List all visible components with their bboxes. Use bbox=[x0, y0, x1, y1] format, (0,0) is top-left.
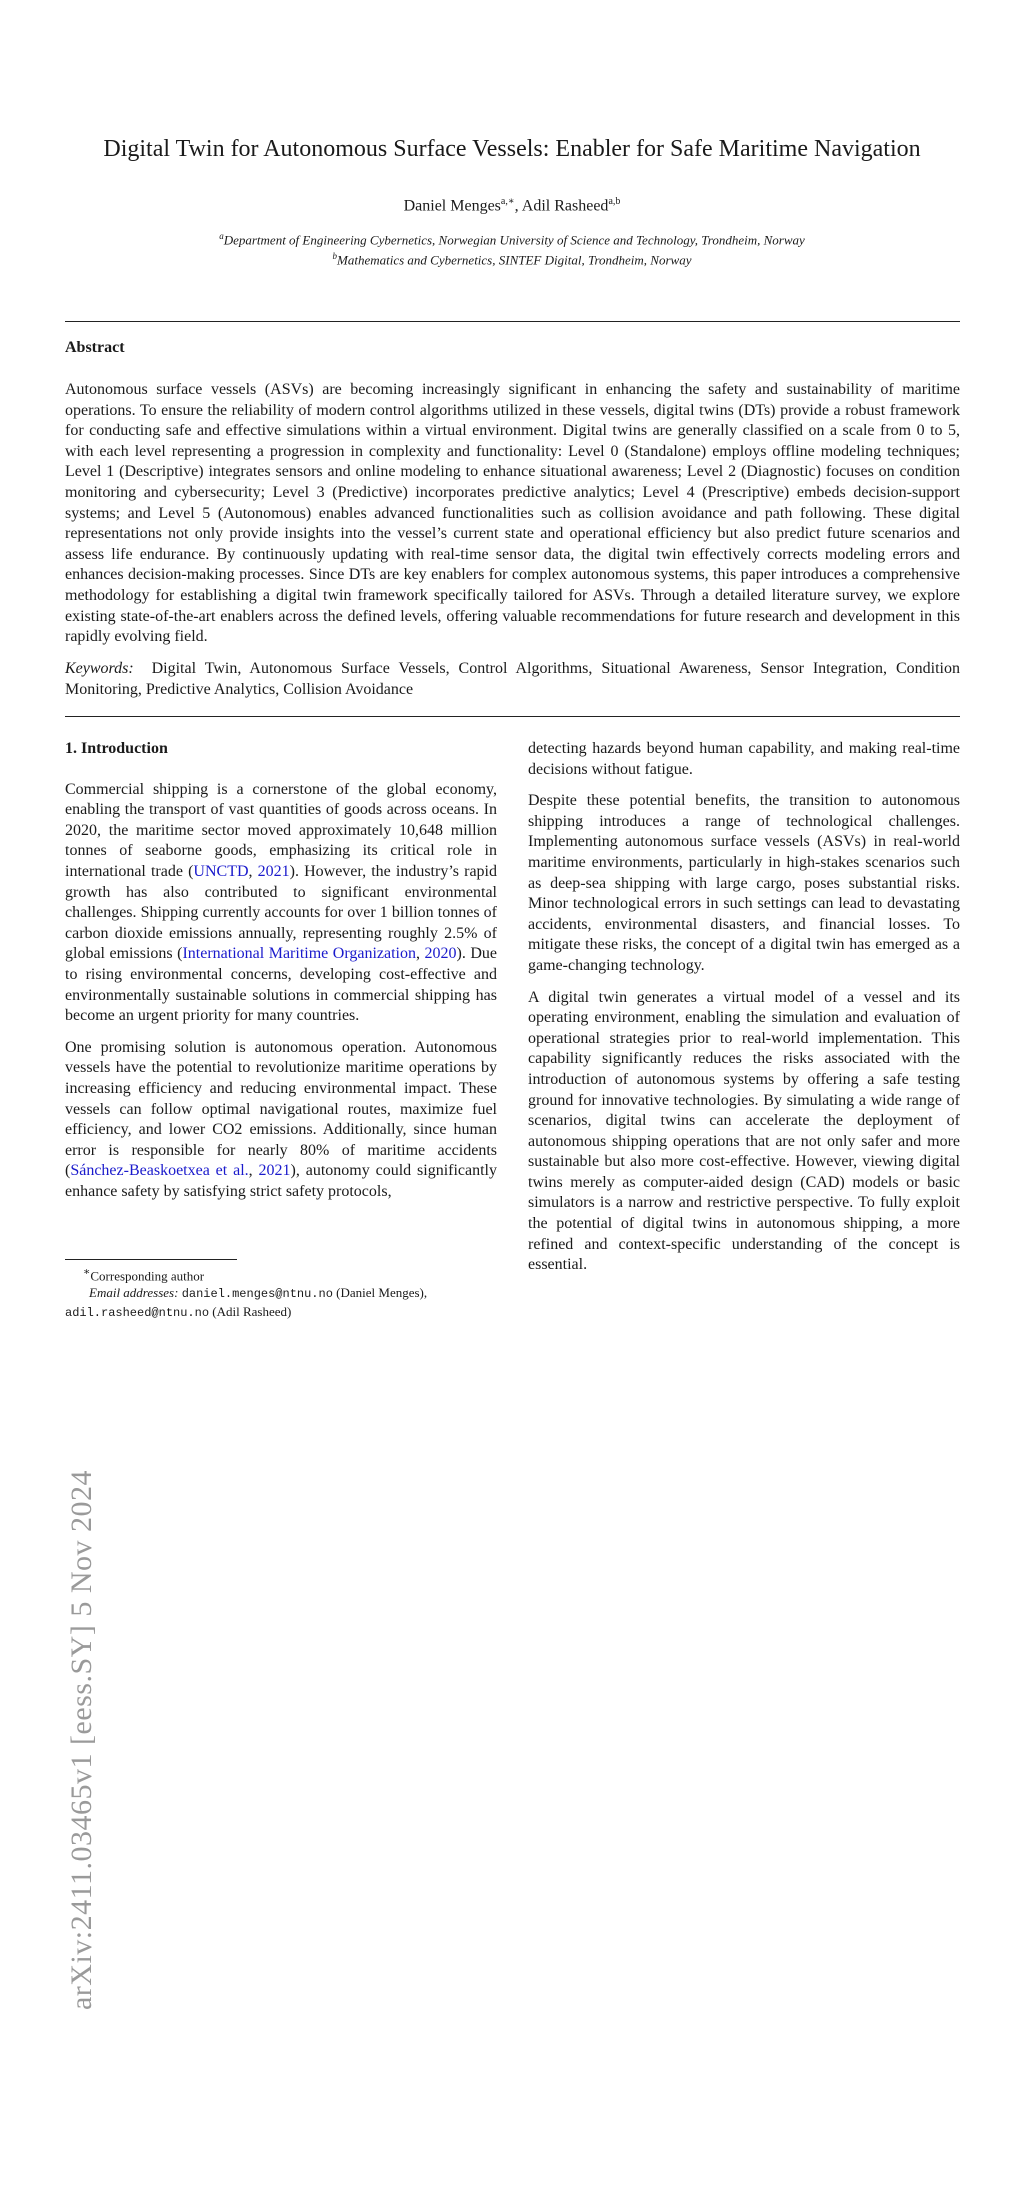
footnote-corresponding bbox=[65, 1264, 497, 1284]
author-separator: , bbox=[514, 197, 522, 215]
email-link[interactable]: daniel.menges@ntnu.no bbox=[181, 1287, 333, 1302]
affiliation-mark: b bbox=[332, 251, 337, 262]
affiliation-a bbox=[0, 228, 1024, 248]
right-column bbox=[528, 739, 960, 1287]
keywords bbox=[65, 659, 960, 700]
email-link[interactable]: adil.rasheed@ntnu.no bbox=[65, 1306, 210, 1321]
abstract-heading: Abstract bbox=[65, 339, 125, 356]
paragraph-text: ), autonomy could significantly enhance safety by satisfying strict safety protocols, bbox=[65, 1162, 498, 1200]
keywords-text: Digital Twin, Autonomous Surface Vessels, Control Algorithms, Situational Awareness, Sensor Integration, Condition Monitoring, Predictive Analytics, Collision Avoidance bbox=[65, 660, 960, 698]
footnote-text: Corresponding author bbox=[90, 1268, 205, 1284]
affiliations bbox=[0, 228, 1024, 269]
citation-link[interactable]: UNCTD bbox=[193, 862, 249, 880]
affiliation-text: Mathematics and Cybernetics, SINTEF Digital, Trondheim, Norway bbox=[337, 252, 692, 268]
paragraph: A digital twin generates a virtual model of a vessel and its operating environment, enabling the simulation and evaluation of operational strategies prior to real-world implementation. This capability significantly reduces the risks associated with the introduction of autonomous systems by offering a safe testing ground for innovative technologies. By simulating a wide range of scenarios, digital twins can accelerate the deployment of autonomous shipping operations that are not only safer and more sustainable but also more cost-effective. However, viewing digital twins merely as computer-aided design (CAD) models or basic simulators is a narrow and restrictive perspective. To fully exploit the potential of digital twins in autonomous shipping, a more refined and context-specific understanding of the concept is essential. bbox=[528, 988, 960, 1274]
affiliation-mark: a bbox=[219, 231, 224, 241]
paragraph-text: , bbox=[416, 945, 425, 963]
citation-link[interactable]: Sánchez-Beaskoetxea et al. bbox=[70, 1162, 249, 1180]
arxiv-stamp: arXiv:2411.03465v1 [eess.SY] 5 Nov 2024 bbox=[65, 1470, 98, 2011]
citation-year-link[interactable]: 2020 bbox=[424, 945, 457, 963]
affiliation-text: Department of Engineering Cybernetics, Norwegian University of Science and Technology, Trondheim, Norway bbox=[223, 232, 805, 248]
footnote-mark: ∗ bbox=[83, 1266, 91, 1278]
footnote-emails-cont bbox=[65, 1303, 497, 1322]
author-affil-mark: a,b bbox=[608, 196, 621, 207]
paragraph bbox=[65, 780, 497, 1027]
section-heading: 1. Introduction bbox=[65, 740, 168, 757]
paragraph-text: ). Due to rising environmental concerns, developing cost-effective and environmentally sustainable solutions in commercial shipping has become an urgent priority for many countries. bbox=[65, 945, 498, 1025]
paragraph-text: One promising solution is autonomous operation. Autonomous vessels have the potential to revolutionize maritime operations by increasing efficiency and reducing environmental impact. These vessels can follow optimal navigational routes, maximize fuel efficiency, and lower CO2 emissions. Additionally, since human error is responsible for nearly 80% of maritime accidents ( bbox=[65, 1038, 497, 1180]
email-label: Email addresses: bbox=[89, 1285, 179, 1301]
bottom-rule bbox=[65, 716, 960, 717]
footnote-emails bbox=[65, 1284, 497, 1303]
paragraph-text: ). However, the industry’s rapid growth has also contributed to significant environmental challenges. Shipping currently accounts for over 1 billion tonnes of carbon dioxide emissions annually, representing roughly 2.5% of global emissions ( bbox=[65, 862, 497, 963]
footnotes bbox=[65, 1264, 497, 1322]
top-rule bbox=[65, 321, 960, 322]
left-column bbox=[65, 739, 497, 1213]
paragraph-text: Commercial shipping is a cornerstone of the global economy, enabling the transport of vast quantities of goods across oceans. In 2020, the maritime sector moved approximately 10,648 million tonnes of seaborne goods, emphasizing its critical role in international trade ( bbox=[65, 780, 497, 880]
paper-title: Digital Twin for Autonomous Surface Vessels: Enabler for Safe Maritime Navigation bbox=[103, 136, 921, 162]
paragraph: detecting hazards beyond human capability, and making real-time decisions without fatigue. bbox=[528, 740, 960, 778]
email-owner: (Adil Rasheed) bbox=[209, 1304, 292, 1320]
paragraph: Despite these potential benefits, the transition to autonomous shipping introduces a range of technological challenges. Implementing autonomous surface vessels (ASVs) in real-world maritime environments, particularly in high-stakes scenarios such as deep-sea shipping with large cargo, poses substantial risks. Minor technological errors in such settings can lead to devastating accidents, environmental disasters, and financial losses. To mitigate these risks, the concept of a digital twin has emerged as a game-changing technology. bbox=[528, 792, 960, 974]
author-name: Adil Rasheed bbox=[521, 197, 609, 215]
email-owner: (Daniel Menges), bbox=[332, 1285, 428, 1301]
paragraph-text: , bbox=[248, 862, 258, 880]
abstract-text: Autonomous surface vessels (ASVs) are becoming increasingly significant in enhancing the safety and sustainability of maritime operations. To ensure the reliability of modern control algorithms utilized in these vessels, digital twins (DTs) provide a robust framework for conducting safe and effective simulations within a virtual environment. Digital twins are generally classified on a scale from 0 to 5, with each level representing a progression in complexity and functionality: Level 0 (Standalone) employs offline modeling techniques; Level 1 (Descriptive) integrates sensors and online modeling to enhance situational awareness; Level 2 (Diagnostic) focuses on condition monitoring and cybersecurity; Level 3 (Predictive) incorporates predictive analytics; Level 4 (Prescriptive) embeds decision-support systems; and Level 5 (Autonomous) enables advanced functionalities such as collision avoidance and path following. These digital representations not only provide insights into the vessel’s current state and operational efficiency but also predict future scenarios and assess life endurance. By continuously updating with real-time sensor data, the digital twin effectively corrects modeling errors and enhances decision-making processes. Since DTs are key enablers for complex autonomous systems, this paper introduces a comprehensive methodology for establishing a digital twin framework specifically tailored for ASVs. Through a detailed literature survey, we explore existing state-of-the-art enablers across the defined levels, offering valuable recommendations for future research and development in this rapidly evolving field. bbox=[65, 381, 960, 646]
citation-link[interactable]: International Maritime Organization bbox=[182, 945, 417, 963]
citation-year-link[interactable]: 2021 bbox=[258, 1162, 291, 1180]
paragraph-text: , bbox=[248, 1162, 259, 1180]
paragraph bbox=[65, 1038, 497, 1203]
author-affil-mark: a,∗ bbox=[500, 196, 515, 207]
keywords-label: Keywords: bbox=[65, 660, 134, 677]
citation-year-link[interactable]: 2021 bbox=[257, 862, 290, 880]
author-line bbox=[0, 192, 1024, 216]
author-name: Daniel Menges bbox=[403, 197, 501, 215]
affiliation-b bbox=[0, 248, 1024, 268]
footnote-rule bbox=[65, 1259, 237, 1260]
